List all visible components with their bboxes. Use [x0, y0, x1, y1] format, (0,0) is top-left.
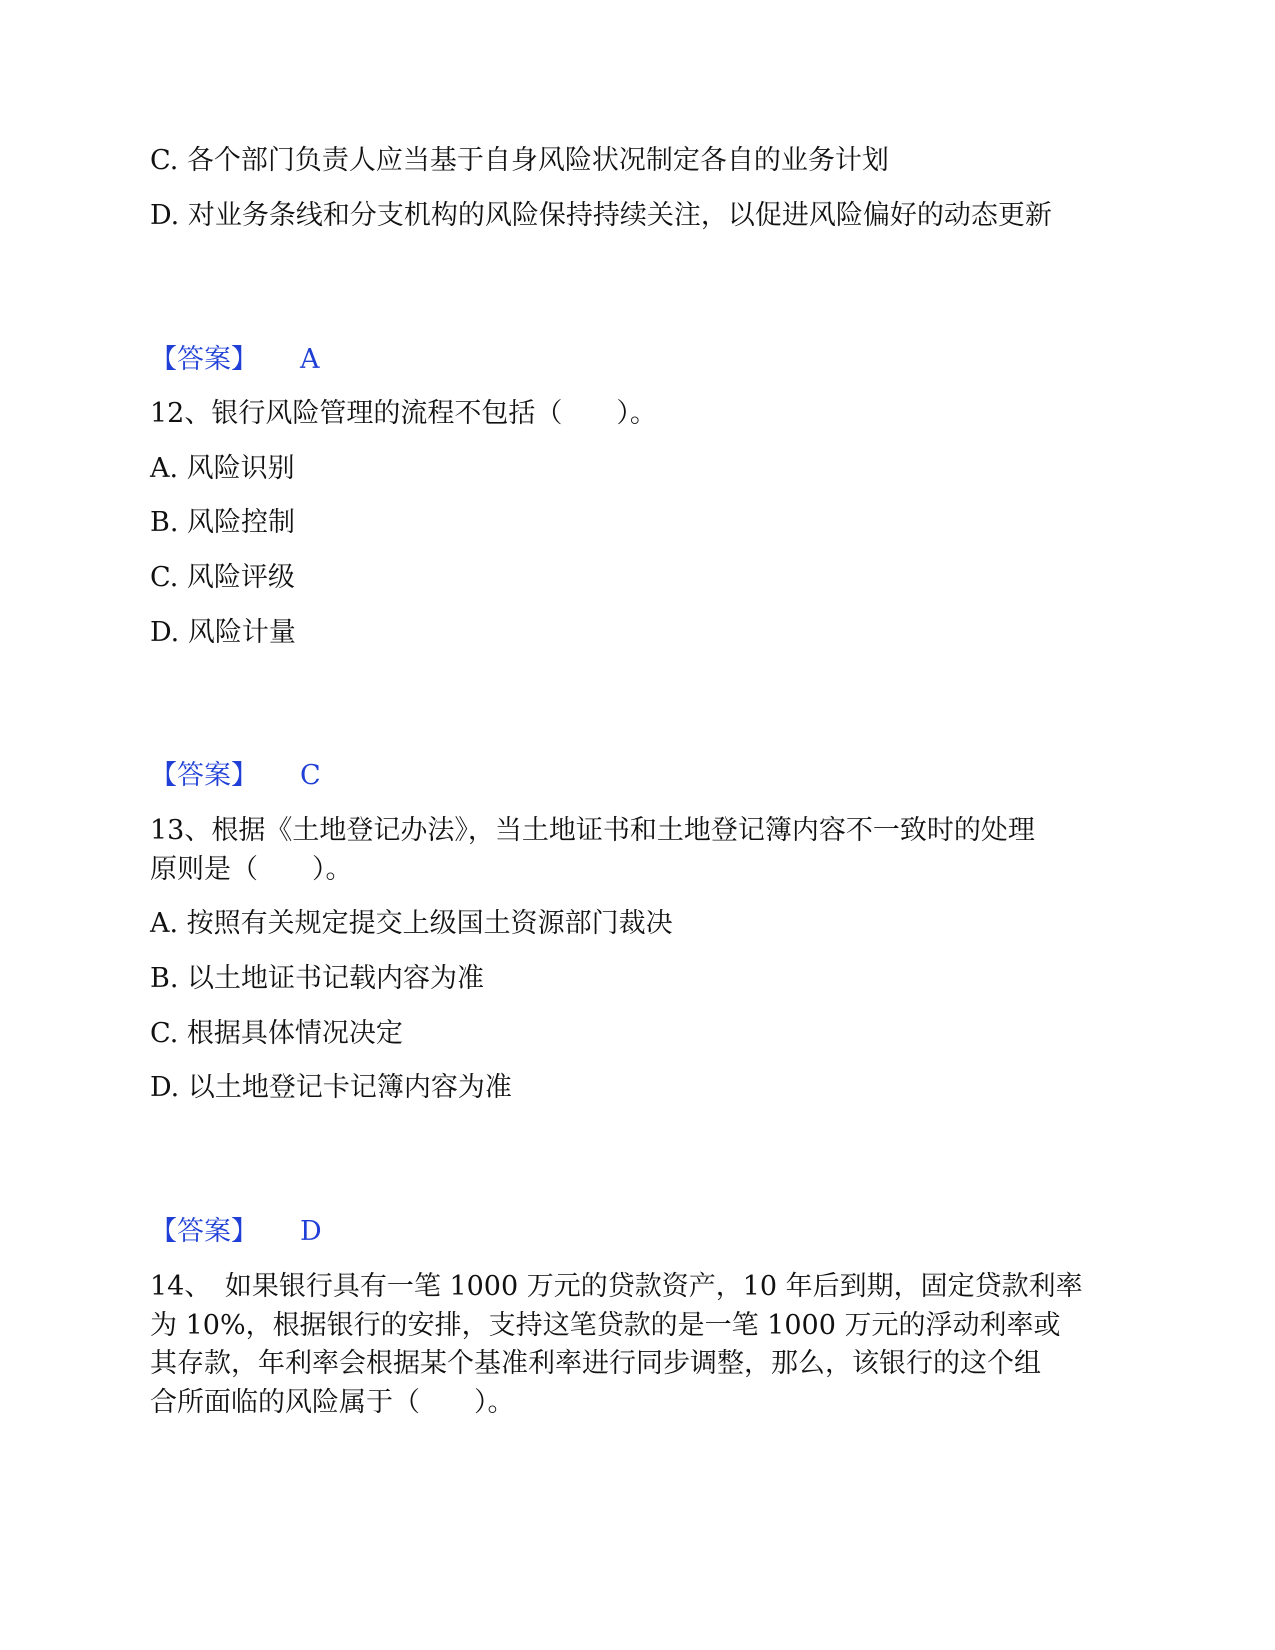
answer-value: A — [300, 344, 320, 375]
q11-option-c: C. 各个部门负责人应当基于自身风险状况制定各自的业务计划 — [150, 145, 889, 176]
q12-option-d: D. 风险计量 — [150, 617, 296, 648]
q12-option-c: C. 风险评级 — [150, 562, 295, 593]
answer-label: 【答案】 — [150, 760, 258, 791]
q13-option-c: C. 根据具体情况决定 — [150, 1018, 403, 1049]
q11-option-d: D. 对业务条线和分支机构的风险保持持续关注，以促进风险偏好的动态更新 — [150, 200, 1052, 231]
answer-value: D — [300, 1216, 322, 1247]
q14-stem-line-3: 其存款，年利率会根据某个基准利率进行同步调整，那么，该银行的这个组 — [150, 1348, 1041, 1379]
q14-stem-line-4: 合所面临的风险属于（ ）。 — [150, 1387, 515, 1418]
q12-answer — [150, 756, 321, 796]
q12-stem: 12、银行风险管理的流程不包括（ ）。 — [150, 398, 657, 429]
answer-label: 【答案】 — [150, 1216, 258, 1247]
q13-stem-line-2: 原则是（ ）。 — [150, 854, 353, 885]
q13-answer — [150, 1212, 322, 1252]
answer-label: 【答案】 — [150, 344, 258, 375]
q13-option-d: D. 以土地登记卡记簿内容为准 — [150, 1072, 512, 1103]
q11-answer — [150, 340, 320, 380]
q13-stem-line-1: 13、根据《土地登记办法》，当土地证书和土地登记簿内容不一致时的处理 — [150, 815, 1035, 846]
answer-value: C — [300, 760, 321, 791]
q12-option-a: A. 风险识别 — [150, 453, 295, 484]
q14-stem-line-2: 为 10%，根据银行的安排，支持这笔贷款的是一笔 1000 万元的浮动利率或 — [150, 1310, 1061, 1341]
q14-stem-line-1: 14、 如果银行具有一笔 1000 万元的贷款资产，10 年后到期，固定贷款利率 — [150, 1271, 1083, 1302]
q13-option-a: A. 按照有关规定提交上级国土资源部门裁决 — [150, 908, 673, 939]
q13-option-b: B. 以土地证书记载内容为准 — [150, 963, 485, 994]
q12-option-b: B. 风险控制 — [150, 507, 296, 538]
